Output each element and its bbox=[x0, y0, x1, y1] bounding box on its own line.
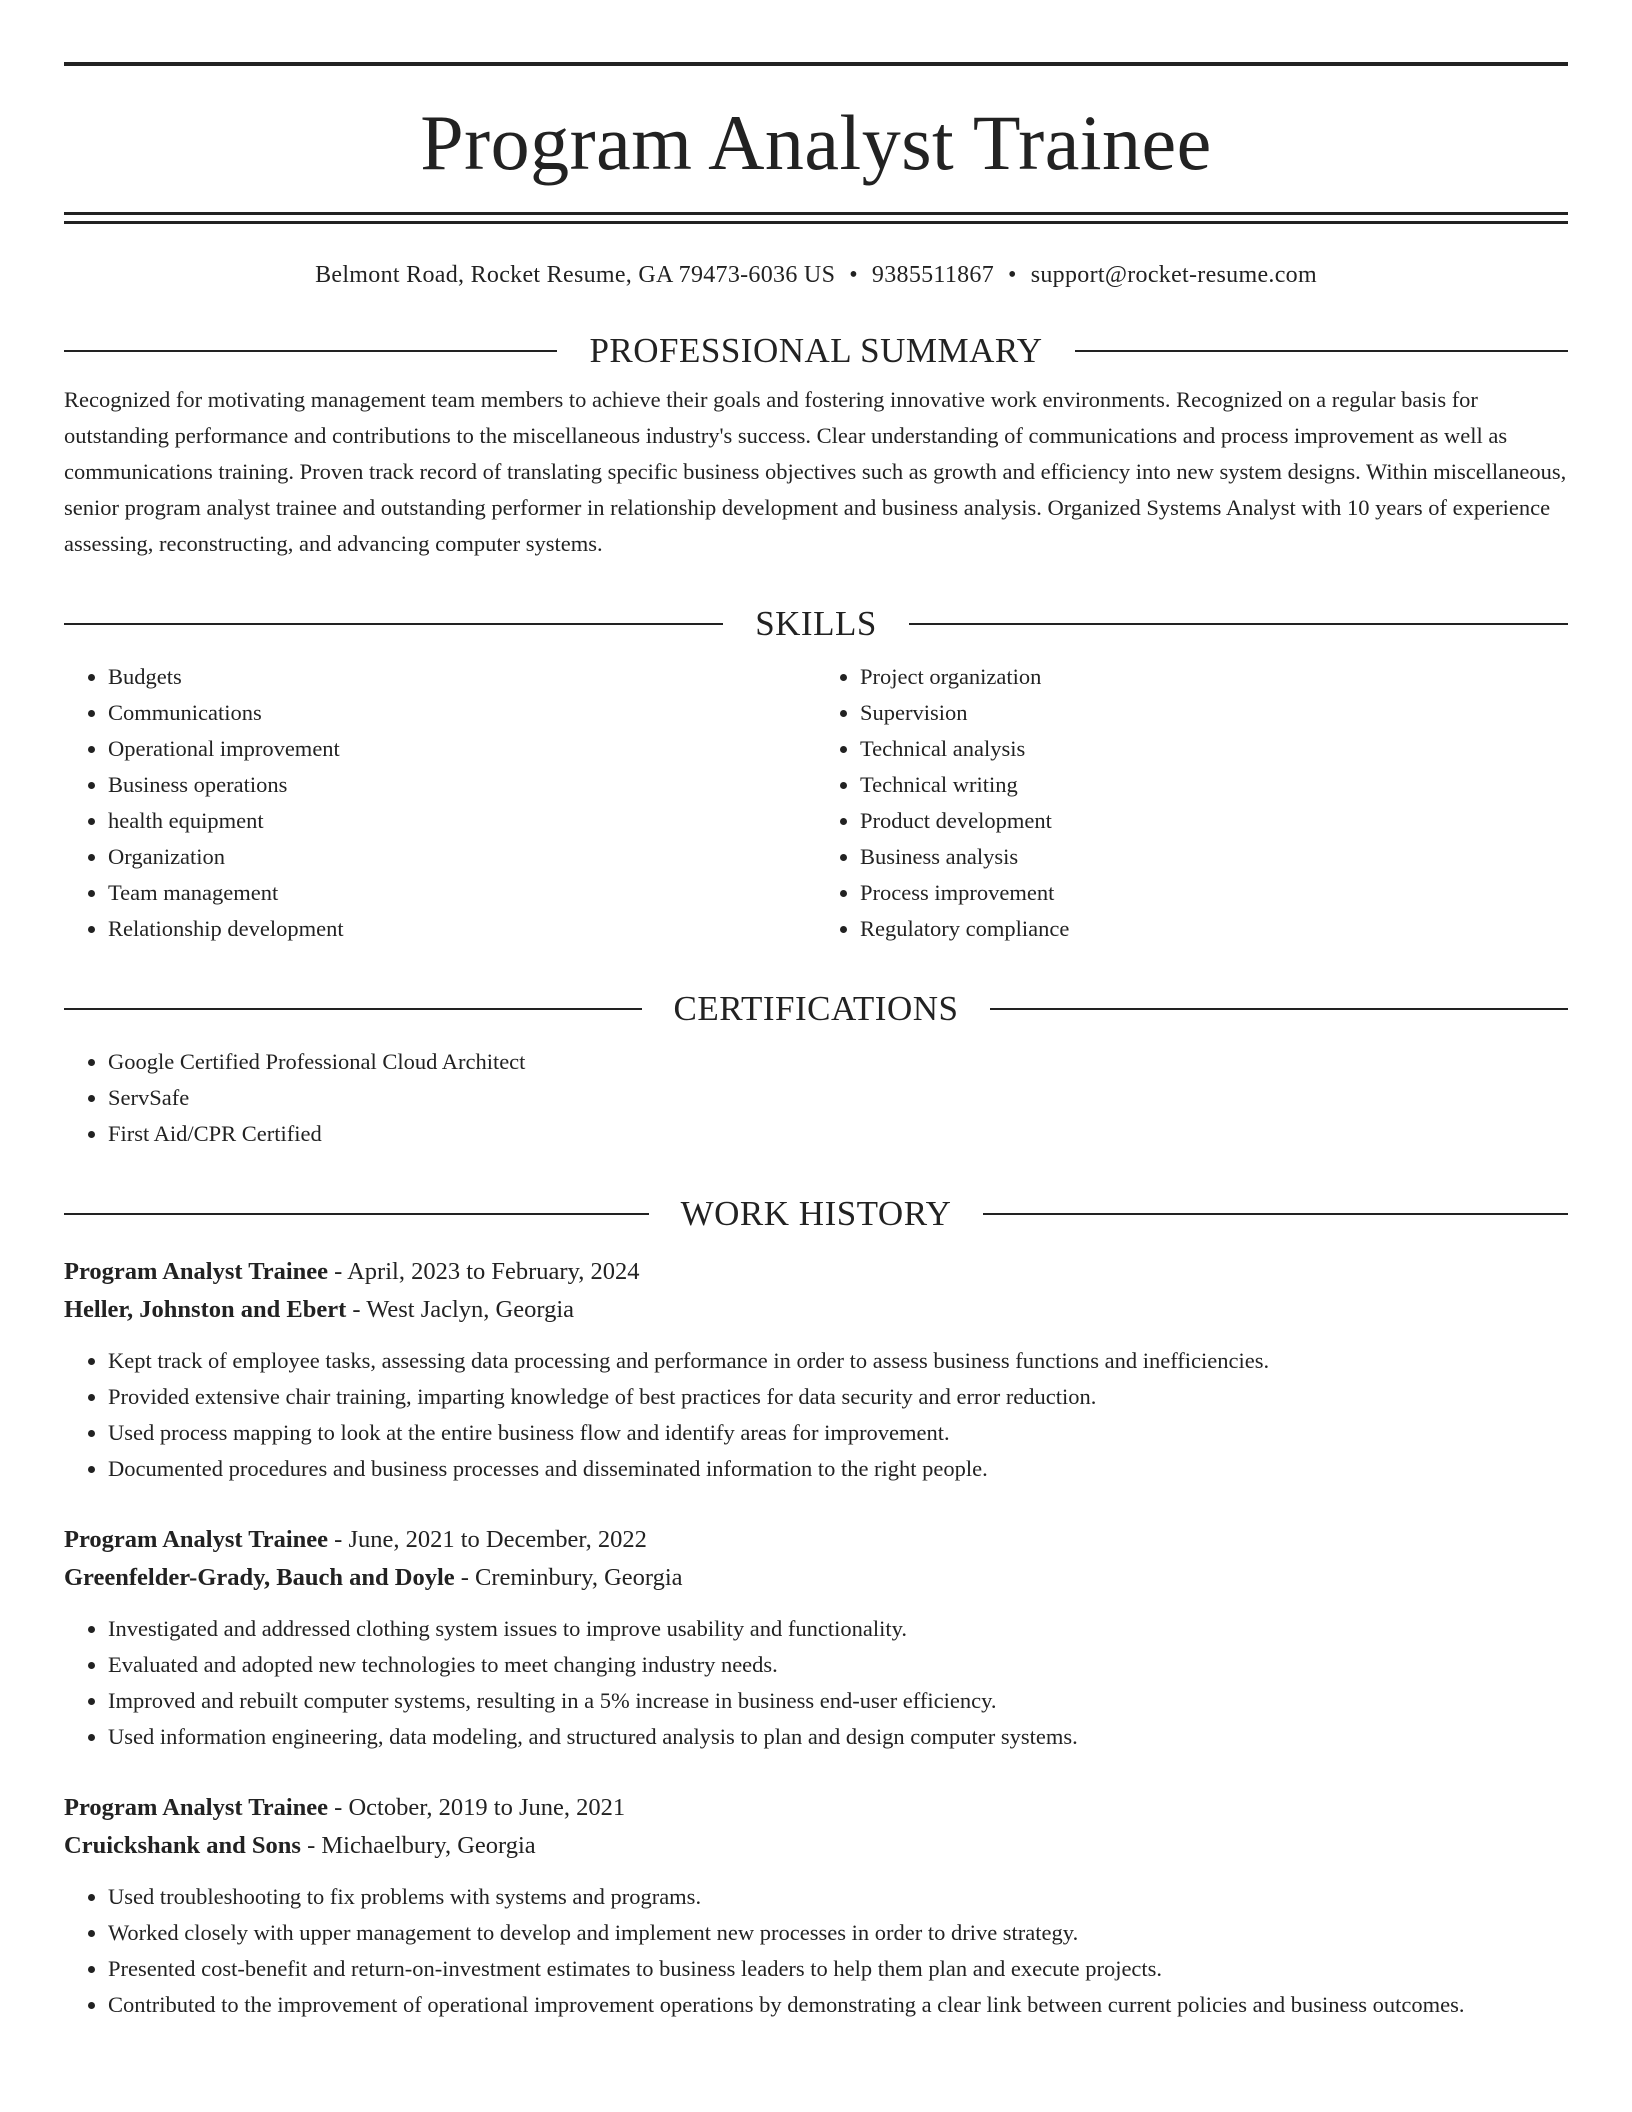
job-location: - Creminbury, Georgia bbox=[454, 1564, 683, 1591]
skill-item: • Relationship development bbox=[108, 911, 816, 947]
certification-item: • Google Certified Professional Cloud Architect bbox=[108, 1044, 1568, 1080]
job-bullets bbox=[64, 1879, 1568, 2023]
job-title: Program Analyst Trainee bbox=[64, 1526, 329, 1553]
certifications-heading: CERTIFICATIONS bbox=[673, 989, 959, 1028]
contact-email[interactable]: support@rocket-resume.com bbox=[1030, 262, 1317, 288]
work-section-heading bbox=[64, 1196, 1568, 1231]
certifications-section-heading bbox=[64, 991, 1568, 1026]
job-bullet: • Presented cost-benefit and return-on-investment estimates to business leaders to help them plan and execute projects. bbox=[108, 1951, 1568, 1987]
candidate-name: Program Analyst Trainee bbox=[420, 99, 1212, 186]
certifications-list bbox=[64, 1044, 1568, 1152]
resume-page bbox=[64, 0, 1568, 2023]
certification-item: • ServSafe bbox=[108, 1080, 1568, 1116]
contact-address: Belmont Road, Rocket Resume, GA 79473-6036 US bbox=[315, 262, 836, 288]
skill-item: • health equipment bbox=[108, 803, 816, 839]
skill-item: • Project organization bbox=[860, 659, 1568, 695]
contact-line bbox=[64, 262, 1568, 289]
job-company: Greenfelder-Grady, Bauch and Doyle bbox=[64, 1564, 455, 1591]
job-location: - West Jaclyn, Georgia bbox=[346, 1296, 575, 1323]
contact-phone[interactable]: 9385511867 bbox=[871, 262, 995, 288]
heading-rule-right bbox=[909, 623, 1568, 625]
job-company-line bbox=[64, 1827, 1568, 1865]
job-dates: - April, 2023 to February, 2024 bbox=[328, 1258, 640, 1285]
skills-columns bbox=[64, 659, 1568, 947]
job-entry bbox=[64, 1789, 1568, 2023]
job-title-line bbox=[64, 1253, 1568, 1291]
job-bullet: • Used troubleshooting to fix problems with systems and programs. bbox=[108, 1879, 1568, 1915]
certification-item: • First Aid/CPR Certified bbox=[108, 1116, 1568, 1152]
job-location: - Michaelbury, Georgia bbox=[300, 1832, 536, 1859]
skill-item: • Technical analysis bbox=[860, 731, 1568, 767]
summary-text: Recognized for motivating management team members to achieve their goals and fostering innovative work environments. Recognized on a regular basis for outstanding performance and contributions to the miscellaneous industry's success. Clear understanding of communications and process improvement as well as communications training. Proven track record of translating specific business objectives such as growth and efficiency into new system designs. Within miscellaneous, senior program analyst trainee and outstanding performer in relationship development and business analysis. Organized Systems Analyst with 10 years of experience assessing, reconstructing, and advancing computer systems. bbox=[64, 387, 1567, 556]
job-bullet: • Improved and rebuilt computer systems, resulting in a 5% increase in business end-user efficiency. bbox=[108, 1683, 1568, 1719]
job-bullet: • Used information engineering, data modeling, and structured analysis to plan and design computer systems. bbox=[108, 1719, 1568, 1755]
skill-item: • Team management bbox=[108, 875, 816, 911]
job-bullet: • Used process mapping to look at the entire business flow and identify areas for improvement. bbox=[108, 1415, 1568, 1451]
skill-item: • Regulatory compliance bbox=[860, 911, 1568, 947]
summary-section-heading bbox=[64, 333, 1568, 368]
heading-rule-left bbox=[64, 1213, 649, 1215]
job-bullets bbox=[64, 1343, 1568, 1487]
skill-item: • Technical writing bbox=[860, 767, 1568, 803]
contact-separator: • bbox=[1008, 262, 1017, 288]
job-bullet: • Provided extensive chair training, imparting knowledge of best practices for data security and error reduction. bbox=[108, 1379, 1568, 1415]
skills-heading: SKILLS bbox=[755, 604, 877, 643]
skill-item: • Business analysis bbox=[860, 839, 1568, 875]
job-company-line bbox=[64, 1291, 1568, 1329]
job-company-line bbox=[64, 1559, 1568, 1597]
job-bullets bbox=[64, 1611, 1568, 1755]
header-top-rule bbox=[64, 62, 1568, 66]
heading-rule-left bbox=[64, 1008, 642, 1010]
job-bullet: • Kept track of employee tasks, assessing data processing and performance in order to assess business functions and inefficiencies. bbox=[108, 1343, 1568, 1379]
job-bullet: • Evaluated and adopted new technologies to meet changing industry needs. bbox=[108, 1647, 1568, 1683]
heading-rule-right bbox=[983, 1213, 1568, 1215]
job-title-line bbox=[64, 1521, 1568, 1559]
header-double-rule bbox=[64, 212, 1568, 224]
skills-list-left bbox=[64, 659, 816, 947]
job-bullet: • Worked closely with upper management to develop and implement new processes in order to drive strategy. bbox=[108, 1915, 1568, 1951]
contact-separator: • bbox=[849, 262, 858, 288]
skills-section-heading bbox=[64, 606, 1568, 641]
skills-list-right bbox=[816, 659, 1568, 947]
job-entry bbox=[64, 1521, 1568, 1755]
job-entry bbox=[64, 1253, 1568, 1487]
job-dates: - October, 2019 to June, 2021 bbox=[328, 1794, 626, 1821]
job-bullet: • Documented procedures and business processes and disseminated information to the right people. bbox=[108, 1451, 1568, 1487]
summary-heading: PROFESSIONAL SUMMARY bbox=[589, 331, 1043, 370]
job-company: Heller, Johnston and Ebert bbox=[64, 1296, 347, 1323]
job-title: Program Analyst Trainee bbox=[64, 1258, 329, 1285]
job-bullet: • Contributed to the improvement of operational improvement operations by demonstrating a clear link between current policies and business outcomes. bbox=[108, 1987, 1568, 2023]
job-company: Cruickshank and Sons bbox=[64, 1832, 301, 1859]
heading-rule-right bbox=[1075, 350, 1568, 352]
job-dates: - June, 2021 to December, 2022 bbox=[328, 1526, 647, 1553]
heading-rule-left bbox=[64, 623, 723, 625]
skill-item: • Process improvement bbox=[860, 875, 1568, 911]
heading-rule-right bbox=[990, 1008, 1568, 1010]
skill-item: • Supervision bbox=[860, 695, 1568, 731]
job-bullet: • Investigated and addressed clothing system issues to improve usability and functionality. bbox=[108, 1611, 1568, 1647]
skill-item: • Business operations bbox=[108, 767, 816, 803]
skill-item: • Organization bbox=[108, 839, 816, 875]
skill-item: • Budgets bbox=[108, 659, 816, 695]
heading-rule-left bbox=[64, 350, 557, 352]
work-heading: WORK HISTORY bbox=[680, 1194, 952, 1233]
skill-item: • Communications bbox=[108, 695, 816, 731]
job-title-line bbox=[64, 1789, 1568, 1827]
job-title: Program Analyst Trainee bbox=[64, 1794, 329, 1821]
skill-item: • Operational improvement bbox=[108, 731, 816, 767]
skill-item: • Product development bbox=[860, 803, 1568, 839]
